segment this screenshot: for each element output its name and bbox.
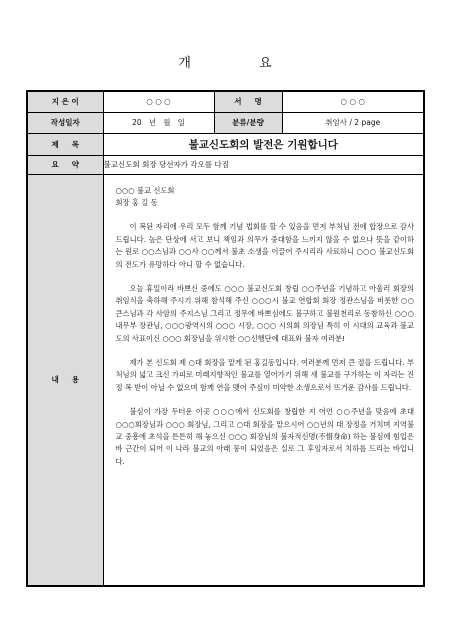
paragraph: 이 복된 자리에 우리 모두 함께 기념 법회를 할 수 있음을 먼저 부처님 전에 합장으로 감사 드립니다. 높은 단상에 서고 보니 책임과 의무가 중대함을 느끼지 않을 수 없으나 뜻을 같이하는 원로 ○○스님과 ○○사 ○○께서 불초 소생을 이끌어 주시리라 사료하니 ○○○ 불교신도회의 전도가 유망하다 아니 할 수 없습니다. — [115, 222, 414, 269]
summary-label: 요 약 — [27, 155, 103, 174]
document-title: 불교신도회의 발전은 기원합니다 — [103, 133, 424, 155]
title-label: 제 목 — [27, 133, 103, 155]
category-label: 분류/분량 — [214, 112, 282, 133]
content-row — [27, 174, 424, 586]
salutation-name: 회장 홍 길 동 — [115, 197, 158, 207]
paragraph: 제가 본 신도회 제 ○대 회장을 맡게 된 홍길동입니다. 여러분께 먼저 큰 절을 드립니다. 부처님의 넓고 크신 가피로 미래지향적인 불교를 열어가기 위해 새 불교를 구가하는 이 자리는 진정 복 받이 아닐 수 없으며 함께 연을 맺어 주심이 미약한 소생으로서 뜨거운 감사를 드립니다. — [115, 357, 414, 392]
page-title: 개 요 — [178, 56, 304, 71]
summary-value: 불교신도회 회장 당선자가 각오를 다짐 — [103, 155, 424, 174]
date-value: 20 년 월 일 — [103, 112, 214, 133]
content-body — [103, 174, 424, 586]
summary-form — [26, 90, 425, 587]
category-value: 취임사 / 2 page — [282, 112, 424, 133]
content-label: 내 용 — [27, 174, 103, 586]
author-label: 지 은 이 — [27, 91, 103, 112]
signature-label: 서 명 — [214, 91, 282, 112]
title-row — [27, 133, 424, 155]
paragraph: 불심이 가장 두터운 이곳 ○○○에서 신도회를 창립한 지 어언 ○○주년을 맞음에 초대 ○○○회장님과 ○○○ 회장님, 그리고 ○대 회장을 맡으시어 ○○년의 대 장정을 거치며 지역불교 중흥에 초석을 튼튼히 해 놓으신 ○○○ 회장님의 불자적신명(不惜身命) 하는 불심에 힘입은 바 근간이 되어 이 나라 불교의 아래 뭉이 되었음은 실로 그 후임자로서 치하를 드리는 바입니다. — [115, 407, 414, 466]
signature-value: ○ ○ ○ — [282, 91, 424, 112]
summary-row — [27, 155, 424, 174]
date-row — [27, 112, 424, 133]
paragraph: 오늘 휴일이라 바쁘신 중에도 ○○○ 불교신도회 창립 ○○주년을 기념하고 아울러 회장의 취임식을 축하해 주시기 위해 참석해 주신 ○○○시 불교 연합회 회장 정관스님을 비롯한 ○○ 큰스님과 각 사암의 주지스님 그리고 정무에 바쁘심에도 불구하고 불원천리로 동참하신 ○○○ 내무부 장관님, ○○○광역시의 ○○○ 시장, ○○○ 시의회 의장님 특히 이 시대의 교육과 불교도의 사표이신 ○○○ 회장님을 위시한 ○○신행단에 대표와 불자 여러분! — [115, 283, 414, 343]
salutation-org: ○○○ 불교 신도회 — [115, 185, 175, 195]
author-value: ○ ○ ○ — [103, 91, 214, 112]
date-label: 작성일자 — [27, 112, 103, 133]
author-row — [27, 91, 424, 112]
